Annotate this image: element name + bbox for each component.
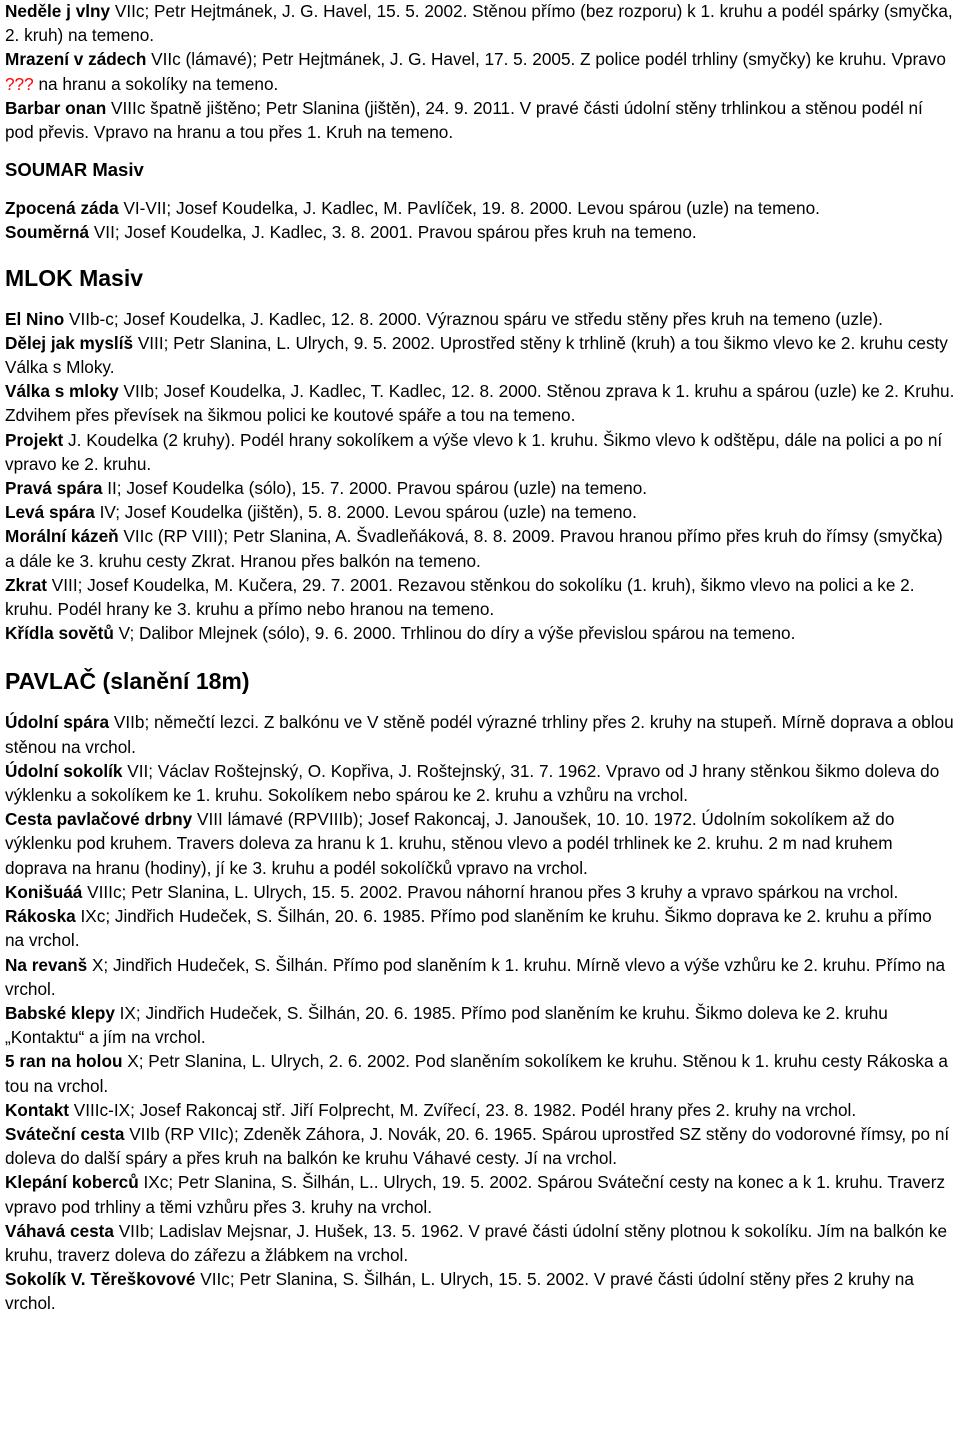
route-description: VIIc (lámavé); Petr Hejtmánek, J. G. Havel, 17. 5. 2005. Z police podél trhliny (smyčky) ke kruhu. Vpravo bbox=[146, 49, 946, 70]
route-name: Levá spára bbox=[5, 502, 95, 523]
route-entry bbox=[5, 379, 955, 427]
route-name: Zkrat bbox=[5, 574, 48, 595]
route-description: II; Josef Koudelka (sólo), 15. 7. 2000. Pravou spárou (uzle) na temeno. bbox=[102, 478, 648, 499]
route-name: Cesta pavlačové drbny bbox=[5, 809, 193, 830]
route-name: Souměrná bbox=[5, 222, 90, 243]
route-uncertain-mark: ??? bbox=[5, 73, 34, 94]
route-list-soumar bbox=[5, 196, 955, 244]
route-entry bbox=[5, 904, 955, 952]
route-entry bbox=[5, 1267, 955, 1315]
route-entry bbox=[5, 47, 955, 95]
route-name: Rákoska bbox=[5, 906, 76, 927]
route-description: VIIb; němečtí lezci. Z balkónu ve V stěně podél výrazné trhliny přes 2. kruhy na stupeň. Mírně doprava a oblou stěnou na vrchol. bbox=[5, 712, 954, 757]
route-description: VIIc; Petr Slanina, S. Šilhán, L. Ulrych, 15. 5. 2002. V pravé části údolní stěny přes 2 kruhy na vrchol. bbox=[5, 1269, 914, 1314]
route-description: VIIIc špatně jištěno; Petr Slanina (jištěn), 24. 9. 2011. V pravé části údolní stěny trhlinkou a stěnou podél ní pod převis. Vpravo na hranu a tou přes 1. Kruh na temeno. bbox=[5, 97, 923, 143]
route-description: X; Petr Slanina, L. Ulrych, 2. 6. 2002. Pod slaněním sokolíkem ke kruhu. Stěnou k 1. kruhu cesty Rákoska a tou na vrchol. bbox=[5, 1051, 948, 1096]
route-name: Morální kázeň bbox=[5, 526, 119, 547]
route-entry bbox=[5, 807, 955, 880]
route-list-continued bbox=[5, 0, 955, 144]
route-description: VIIc; Petr Hejtmánek, J. G. Havel, 15. 5. 2002. Stěnou přímo (bez rozporu) k 1. kruhu a podél spárky (smyčka, 2. kruh) na temeno. bbox=[5, 1, 953, 46]
sector-heading-soumar: SOUMAR Masiv bbox=[5, 159, 144, 181]
route-entry bbox=[5, 1219, 955, 1267]
route-entry bbox=[5, 1098, 955, 1122]
route-name: Údolní sokolík bbox=[5, 760, 123, 781]
route-name: Mrazení v zádech bbox=[5, 49, 147, 70]
sector-heading-mlok: MLOK Masiv bbox=[5, 264, 144, 291]
route-entry bbox=[5, 1122, 955, 1170]
route-description: VI-VII; Josef Koudelka, J. Kadlec, M. Pavlíček, 19. 8. 2000. Levou spárou (uzle) na temeno. bbox=[118, 198, 820, 219]
route-description: VII; Josef Koudelka, J. Kadlec, 3. 8. 2001. Pravou spárou přes kruh na temeno. bbox=[89, 222, 697, 243]
route-entry bbox=[5, 759, 955, 807]
route-name: Sokolík V. Těreškovové bbox=[5, 1269, 196, 1290]
route-description: IXc; Petr Slanina, S. Šilhán, L.. Ulrych, 19. 5. 2002. Spárou Sváteční cesty na konec a k 1. kruhu. Traverz vpravo pod trhliny a těmi vzhůru přes 3. kruhy na vrchol. bbox=[5, 1172, 946, 1217]
route-description: VII; Václav Roštejnský, O. Kopřiva, J. Roštejnský, 31. 7. 1962. Vpravo od J hrany stěnkou šikmo doleva do výklenku a sokolíkem ke 1. kruhu. Sokolíkem nebo spárou ke 2. kruhu a vzhůru na vrchol. bbox=[5, 760, 940, 806]
route-description: VIIb (RP VIIc); Zdeněk Záhora, J. Novák, 20. 6. 1965. Spárou uprostřed SZ stěny do vodorovné římsy, po ní doleva do další spáry a přes kruh na balkón ke kruhu Váhavé cesty. Jí na vrchol. bbox=[5, 1123, 950, 1169]
route-entry bbox=[5, 573, 955, 621]
route-entry bbox=[5, 307, 955, 331]
route-entry bbox=[5, 500, 955, 524]
route-entry bbox=[5, 1170, 955, 1218]
route-entry bbox=[5, 1001, 955, 1049]
route-name: Projekt bbox=[5, 429, 64, 450]
route-name: Neděle j vlny bbox=[5, 1, 111, 21]
route-description: V; Dalibor Mlejnek (sólo), 9. 6. 2000. Trhlinou do díry a výše převislou spárou na temeno. bbox=[113, 623, 796, 644]
route-description: VIIc (RP VIII); Petr Slanina, A. Švadleňáková, 8. 8. 2009. Pravou hranou přímo přes kruh do římsy (smyčka) a dále ke 3. kruhu cesty Zkrat. Hranou přes balkón na temeno. bbox=[5, 526, 943, 571]
document-page bbox=[5, 0, 955, 1316]
route-description: VIIb-c; Josef Koudelka, J. Kadlec, 12. 8. 2000. Výraznou spáru ve středu stěny přes kruh na temeno (uzle). bbox=[64, 308, 883, 329]
route-entry bbox=[5, 331, 955, 379]
route-name: El Nino bbox=[5, 308, 65, 329]
route-entry bbox=[5, 1049, 955, 1097]
route-entry bbox=[5, 880, 955, 904]
route-description: VIII lámavé (RPVIIIb); Josef Rakoncaj, J. Janoušek, 10. 10. 1972. Údolním sokolíkem až do výklenku pod kruhem. Travers doleva za hranu k 1. kruhu, stěnou vlevo a podél trhlinek ke 2. kruhu. 2 m nad kruhem doprava na hranu (hodiny), jí ke 3. kruhu a podél sokolíčků vpravo na vrchol. bbox=[5, 809, 895, 878]
sector-heading-pavlac: PAVLAČ (slanění 18m) bbox=[5, 668, 250, 695]
route-name: Váhavá cesta bbox=[5, 1220, 114, 1241]
route-description: X; Jindřich Hudeček, S. Šilhán. Přímo pod slaněním k 1. kruhu. Mírně vlevo a výše vzhůru ke 2. kruhu. Přímo na vrchol. bbox=[5, 954, 946, 999]
route-description: VIII; Josef Koudelka, M. Kučera, 29. 7. 2001. Rezavou stěnkou do sokolíku (1. kruh), šikmo vlevo na polici a ke 2. kruhu. Podél hrany ke 3. kruhu a přímo nebo hranou na temeno. bbox=[5, 574, 915, 620]
route-name: Sváteční cesta bbox=[5, 1123, 125, 1144]
route-name: Na revanš bbox=[5, 954, 88, 975]
route-name: Konišuáá bbox=[5, 881, 83, 902]
route-list-mlok bbox=[5, 307, 955, 646]
route-entry bbox=[5, 220, 955, 244]
route-name: Zpocená záda bbox=[5, 198, 119, 219]
route-description: VIIIc-IX; Josef Rakoncaj stř. Jiří Folprecht, M. Zvířecí, 23. 8. 1982. Podél hrany přes 2. kruhy na vrchol. bbox=[68, 1099, 857, 1120]
route-name: Křídla sovětů bbox=[5, 623, 114, 644]
route-name: Kontakt bbox=[5, 1099, 69, 1120]
route-description: VIIb; Josef Koudelka, J. Kadlec, T. Kadlec, 12. 8. 2000. Stěnou zprava k 1. kruhu a spárou (uzle) ke 2. Kruhu. Zdvihem přes převísek na šikmou polici ke koutové spáře a tou na temeno. bbox=[5, 381, 955, 426]
route-description: VIIIc; Petr Slanina, L. Ulrych, 15. 5. 2002. Pravou náhorní hranou přes 3 kruhy a vpravo spárkou na vrchol. bbox=[82, 881, 899, 902]
route-name: Válka s mloky bbox=[5, 381, 119, 402]
route-entry bbox=[5, 0, 955, 47]
route-entry bbox=[5, 196, 955, 220]
route-description: J. Koudelka (2 kruhy). Podél hrany sokolíkem a výše vlevo k 1. kruhu. Šikmo vlevo k odštěpu, dále na polici a po ní vpravo ke 2. kruhu. bbox=[5, 429, 943, 474]
route-entry bbox=[5, 524, 955, 572]
route-name: Dělej jak myslíš bbox=[5, 332, 134, 353]
route-name: Barbar onan bbox=[5, 97, 107, 118]
route-name: Údolní spára bbox=[5, 712, 110, 733]
route-description: IX; Jindřich Hudeček, S. Šilhán, 20. 6. 1985. Přímo pod slaněním ke kruhu. Šikmo doleva ke 2. kruhu „Kontaktu“ a jím na vrchol. bbox=[5, 1002, 888, 1048]
route-list-pavlac bbox=[5, 710, 955, 1315]
route-entry bbox=[5, 476, 955, 500]
route-description: IXc; Jindřich Hudeček, S. Šilhán, 20. 6. 1985. Přímo pod slaněním ke kruhu. Šikmo doprava ke 2. kruhu a přímo na vrchol. bbox=[5, 906, 932, 951]
route-name: 5 ran na holou bbox=[5, 1051, 123, 1072]
route-entry bbox=[5, 428, 955, 476]
route-description-continued: na hranu a sokolíky na temeno. bbox=[33, 73, 279, 94]
route-description: VIIb; Ladislav Mejsnar, J. Hušek, 13. 5. 1962. V pravé části údolní stěny plotnou k sokolíku. Jím na balkón ke kruhu, traverz doleva do zářezu a žlábkem na vrchol. bbox=[5, 1220, 948, 1265]
route-description: VIII; Petr Slanina, L. Ulrych, 9. 5. 2002. Uprostřed stěny k trhlině (kruh) a tou šikmo vlevo ke 2. kruhu cesty Válka s Mloky. bbox=[5, 332, 948, 378]
route-entry bbox=[5, 710, 955, 758]
route-entry bbox=[5, 96, 955, 144]
route-name: Pravá spára bbox=[5, 478, 103, 499]
route-entry bbox=[5, 953, 955, 1001]
route-name: Babské klepy bbox=[5, 1002, 115, 1023]
route-name: Klepání koberců bbox=[5, 1172, 139, 1193]
route-description: IV; Josef Koudelka (jištěn), 5. 8. 2000. Levou spárou (uzle) na temeno. bbox=[94, 502, 637, 523]
route-entry bbox=[5, 621, 955, 645]
